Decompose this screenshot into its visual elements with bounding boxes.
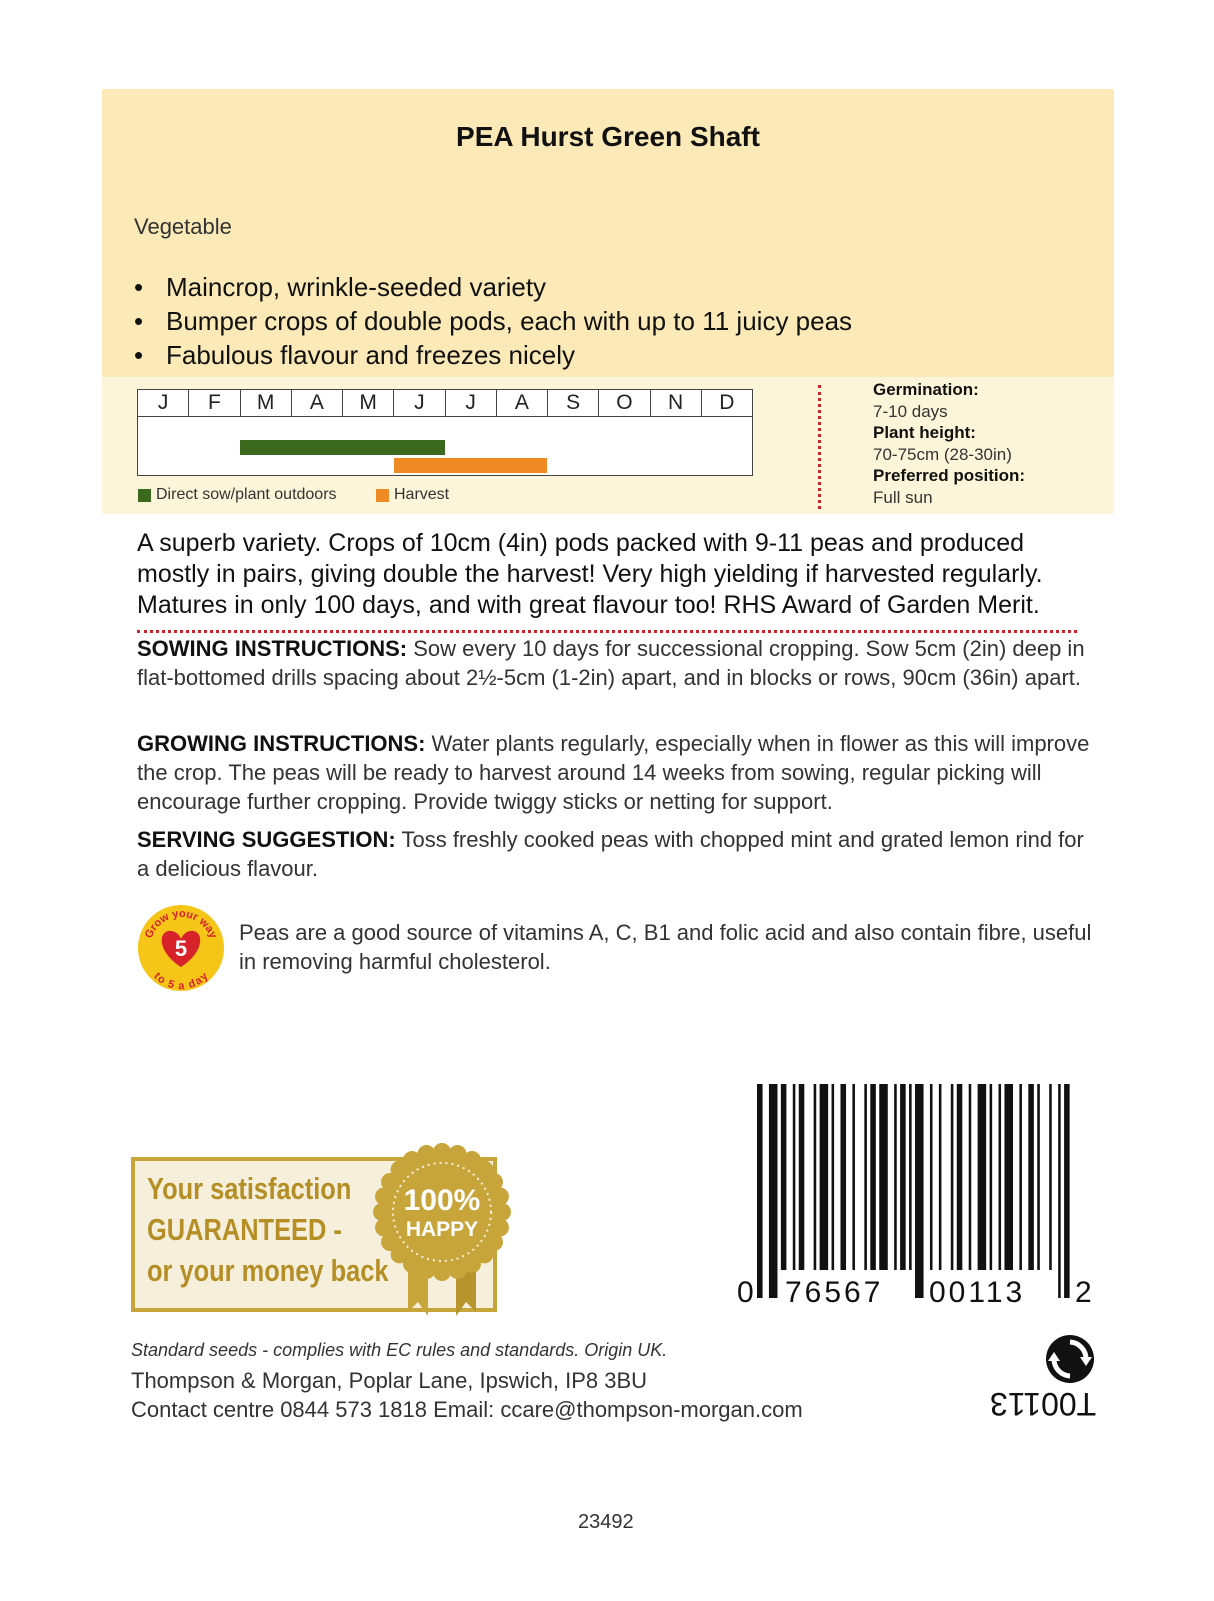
barcode-bar [799, 1084, 805, 1270]
badge-top-text: Grow your way [142, 907, 220, 941]
category-label: Vegetable [134, 214, 232, 239]
calendar-month: N [651, 390, 702, 416]
position-value: Full sun [873, 487, 933, 507]
calendar-month: S [548, 390, 599, 416]
divider-vertical [818, 385, 821, 509]
barcode-bar [951, 1084, 954, 1270]
germination-label: Germination: [873, 380, 979, 399]
growing-instructions [137, 729, 1097, 816]
serving-label: SERVING SUGGESTION: [137, 827, 396, 852]
calendar-month: M [343, 390, 394, 416]
barcode-bar [900, 1084, 906, 1270]
barcode-bar [793, 1084, 796, 1270]
barcode-bar [1037, 1084, 1040, 1270]
calendar-month: J [138, 390, 189, 416]
calendar-month: A [292, 390, 343, 416]
badge-bottom-text: to 5 a day [151, 970, 211, 993]
barcode-bar [1049, 1084, 1052, 1270]
barcode-bar [870, 1084, 876, 1270]
calendar-month: J [394, 390, 445, 416]
barcode-bar [915, 1084, 924, 1298]
serving-text: Toss freshly cooked peas with chopped mint and grated lemon rind for a delicious flavour. [137, 827, 1084, 881]
barcode-left-group: 76567 [785, 1276, 884, 1309]
calendar-month: A [497, 390, 548, 416]
feature-item: • Fabulous flavour and freezes nicely [134, 338, 852, 372]
legend-harvest [376, 486, 449, 504]
calendar-month: F [189, 390, 240, 416]
page-number: 23492 [578, 1511, 634, 1533]
barcode-bar [832, 1084, 835, 1270]
barcode-bar [894, 1084, 897, 1270]
harvest-period-bar [394, 458, 548, 473]
sowing-calendar [137, 389, 753, 476]
barcode-bar [879, 1084, 888, 1270]
legend-sow-label: Direct sow/plant outdoors [156, 486, 337, 503]
nutrition-note: Peas are a good source of vitamins A, C, B1 and folic acid and also contain fibre, useful in removing harmful cholesterol. [239, 920, 1092, 974]
badge-number: 5 [174, 936, 188, 961]
serving-suggestion [137, 825, 1097, 883]
barcode-bar [909, 1084, 912, 1270]
divider-horizontal [137, 630, 1077, 633]
barcode-bar [864, 1084, 867, 1270]
barcode-bar [820, 1084, 829, 1270]
growing-text: Water plants regularly, especially when in flower as this will improve the crop. The peas will be ready to harvest around 14 weeks from sowing, regular picking will encourage further cropping. Provide twiggy sticks or netting for support. [137, 731, 1090, 814]
growing-info [873, 379, 1025, 508]
barcode-bar [990, 1084, 993, 1270]
feature-item: • Maincrop, wrinkle-seeded variety [134, 270, 852, 304]
feature-list [134, 270, 852, 372]
happy-seal-icon [374, 1140, 510, 1320]
barcode-bar [1019, 1084, 1022, 1270]
barcode-bar [1028, 1084, 1034, 1270]
growing-label: GROWING INSTRUCTIONS: [137, 731, 426, 756]
product-code: T00113 [990, 1386, 1097, 1422]
barcode-bar [757, 1084, 763, 1298]
sowing-instructions [137, 634, 1097, 692]
standards-note: Standard seeds - complies with EC rules and standards. Origin UK. [131, 1340, 668, 1360]
company-address: Thompson & Morgan, Poplar Lane, Ipswich, IP8 3BU [131, 1368, 648, 1393]
barcode-bar [969, 1084, 972, 1270]
legend-sow [138, 486, 337, 504]
barcode-bar [840, 1084, 846, 1270]
calendar-month: J [446, 390, 497, 416]
calendar-month: D [719, 391, 735, 414]
barcode-digits [737, 1276, 1097, 1308]
sowing-label: SOWING INSTRUCTIONS: [137, 636, 408, 661]
guarantee-line1: Your satisfaction [147, 1171, 352, 1206]
barcode-bar [769, 1084, 778, 1298]
barcode-bar [852, 1084, 855, 1270]
legend-harvest-label: Harvest [394, 486, 450, 503]
barcode-first-digit: 0 [737, 1276, 757, 1309]
recycle-icon [1044, 1333, 1096, 1385]
sow-period-bar [240, 440, 445, 455]
guarantee-line3: or your money back [147, 1253, 389, 1288]
position-label: Preferred position: [873, 466, 1026, 485]
height-value: 70-75cm (28-30in) [873, 444, 1012, 464]
sowing-text: Sow every 10 days for successional cropping. Sow 5cm (2in) deep in flat-bottomed drills spacing about 2½-5cm (1-2in) apart, and in blocks or rows, 90cm (36in) apart. [137, 636, 1085, 690]
barcode-right-group: 00113 [929, 1276, 1026, 1309]
height-label: Plant height: [873, 423, 976, 442]
barcode [757, 1084, 1079, 1298]
calendar-months [138, 390, 752, 417]
harvest-swatch [376, 489, 389, 502]
barcode-check-digit: 2 [1075, 1276, 1095, 1309]
barcode-bar [978, 1084, 987, 1270]
barcode-bar [930, 1084, 933, 1270]
barcode-bar [939, 1084, 942, 1270]
sow-swatch [138, 489, 151, 502]
barcode-bar [814, 1084, 817, 1270]
barcode-bar [1058, 1084, 1061, 1298]
barcode-bar [957, 1084, 963, 1270]
seal-percent: 100% [403, 1184, 481, 1217]
barcode-bar [1064, 1084, 1070, 1298]
seal-happy: HAPPY [405, 1218, 479, 1241]
germination-value: 7-10 days [873, 401, 948, 421]
five-a-day-badge-icon [136, 903, 226, 993]
guarantee-line2: GUARANTEED - [147, 1212, 342, 1247]
feature-item: • Bumper crops of double pods, each with up to 11 juicy peas [134, 304, 852, 338]
product-title: PEA Hurst Green Shaft [456, 121, 760, 152]
calendar-month: M [241, 390, 292, 416]
barcode-bar [781, 1084, 787, 1270]
contact-info: Contact centre 0844 573 1818 Email: ccare@thompson-morgan.com [131, 1397, 803, 1422]
calendar-month: O [599, 390, 650, 416]
intro-description: A superb variety. Crops of 10cm (4in) pods packed with 9-11 peas and produced mostly in pairs, giving double the harvest! Very high yielding if harvested regularly. Matures in only 100 days, and with great flavour too! RHS Award of Garden Merit. [137, 529, 1043, 619]
barcode-bar [1004, 1084, 1013, 1270]
barcode-bar [999, 1084, 1002, 1270]
